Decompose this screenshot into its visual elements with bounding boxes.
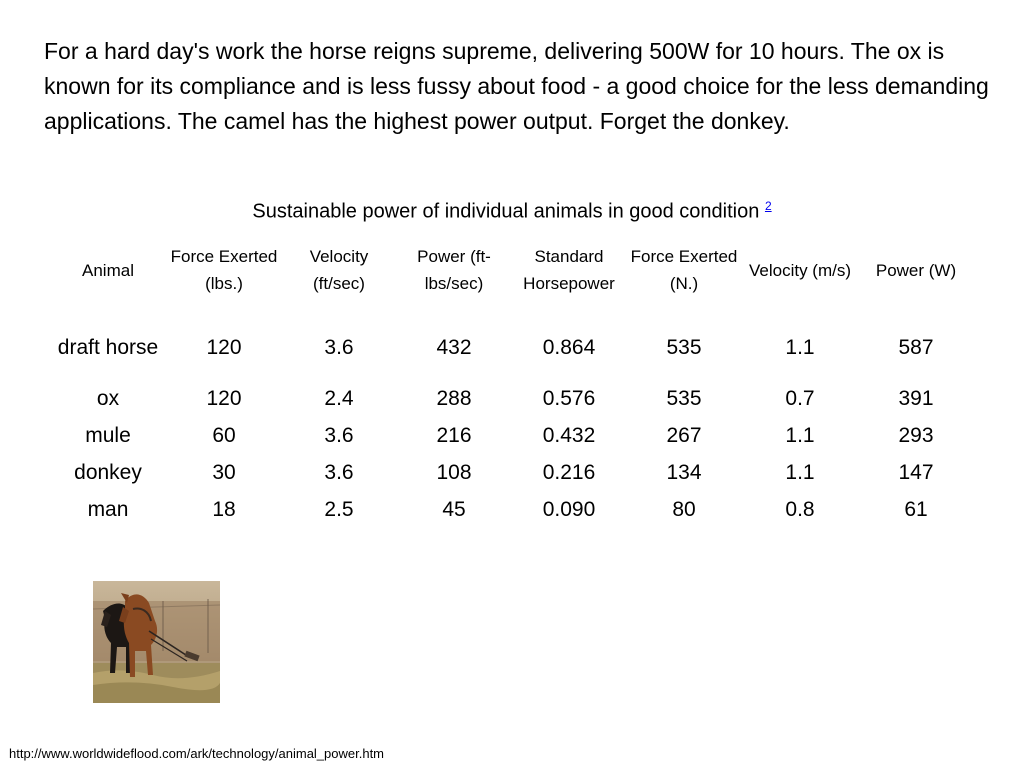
intro-paragraph: For a hard day's work the horse reigns supreme, delivering 500W for 10 hours. The ox is known for its compliance and is less fussy about food - a good choice for the less demanding applications. The camel has the highest power output. Forget the donkey. (44, 38, 989, 134)
table-cell: mule (85, 424, 131, 447)
table-cell: 3.6 (324, 335, 354, 359)
footnote-link[interactable]: 2 (764, 199, 772, 213)
table-cell: 0.864 (542, 335, 596, 359)
source-url[interactable]: http://www.worldwideflood.com/ark/technology/animal_power.htm (9, 746, 385, 761)
table-cell: 147 (898, 461, 934, 484)
table-cell: 3.6 (324, 461, 354, 484)
table-cell: donkey (74, 461, 142, 484)
table-row (50, 380, 974, 417)
table-cell: 3.6 (324, 424, 354, 447)
table-cell: 0.576 (542, 387, 596, 410)
table-cell: 60 (212, 424, 236, 447)
table-cell: 80 (672, 498, 696, 521)
table-row (50, 454, 974, 491)
table-cell: ox (96, 387, 120, 410)
table-cell: 535 (666, 387, 702, 410)
header-power-ftlbs: Power (ft-lbs/sec) (417, 247, 491, 293)
table-cell: draft horse (57, 335, 159, 359)
table-cell: man (87, 498, 129, 521)
table-cell: 535 (666, 335, 702, 359)
table-cell: 0.8 (785, 498, 815, 521)
table-cell: 0.090 (542, 498, 596, 521)
table-cell: 0.432 (542, 424, 596, 447)
table-cell: 267 (666, 424, 702, 447)
table-cell: 288 (436, 387, 472, 410)
table-header-row (50, 226, 974, 314)
table-cell: 293 (898, 424, 934, 447)
table-cell: 216 (436, 424, 472, 447)
table-row (50, 491, 974, 528)
draft-horses-photo (93, 581, 220, 703)
header-power-w: Power (W) (875, 260, 957, 280)
table-row (50, 314, 974, 380)
table-cell: 2.5 (324, 498, 354, 521)
header-animal: Animal (82, 260, 134, 280)
table-cell: 45 (442, 498, 466, 521)
animal-power-table (50, 226, 974, 528)
table-cell: 30 (212, 461, 236, 484)
table-row (50, 417, 974, 454)
header-velocity-ms: Velocity (m/s) (748, 260, 852, 280)
table-cell: 120 (206, 387, 242, 410)
table-cell: 587 (898, 335, 934, 359)
table-cell: 0.216 (542, 461, 596, 484)
header-force-n: Force Exerted (N.) (630, 247, 738, 293)
table-cell: 1.1 (785, 335, 815, 359)
header-horsepower: Standard Horsepower (523, 247, 615, 293)
table-cell: 432 (436, 335, 472, 359)
table-caption-text: Sustainable power of individual animals in good condition (252, 200, 760, 223)
header-force-lbs: Force Exerted (lbs.) (170, 247, 278, 293)
table-cell: 1.1 (785, 461, 815, 484)
table-cell: 18 (212, 498, 236, 521)
table-cell: 120 (206, 335, 242, 359)
header-velocity-ftsec: Velocity (ft/sec) (309, 247, 369, 293)
table-cell: 61 (904, 498, 928, 521)
table-cell: 1.1 (785, 424, 815, 447)
table-cell: 0.7 (785, 387, 815, 410)
table-cell: 108 (436, 461, 472, 484)
table-caption (0, 192, 1024, 226)
table-cell: 134 (666, 461, 702, 484)
table-cell: 391 (898, 387, 934, 410)
table-cell: 2.4 (324, 387, 354, 410)
